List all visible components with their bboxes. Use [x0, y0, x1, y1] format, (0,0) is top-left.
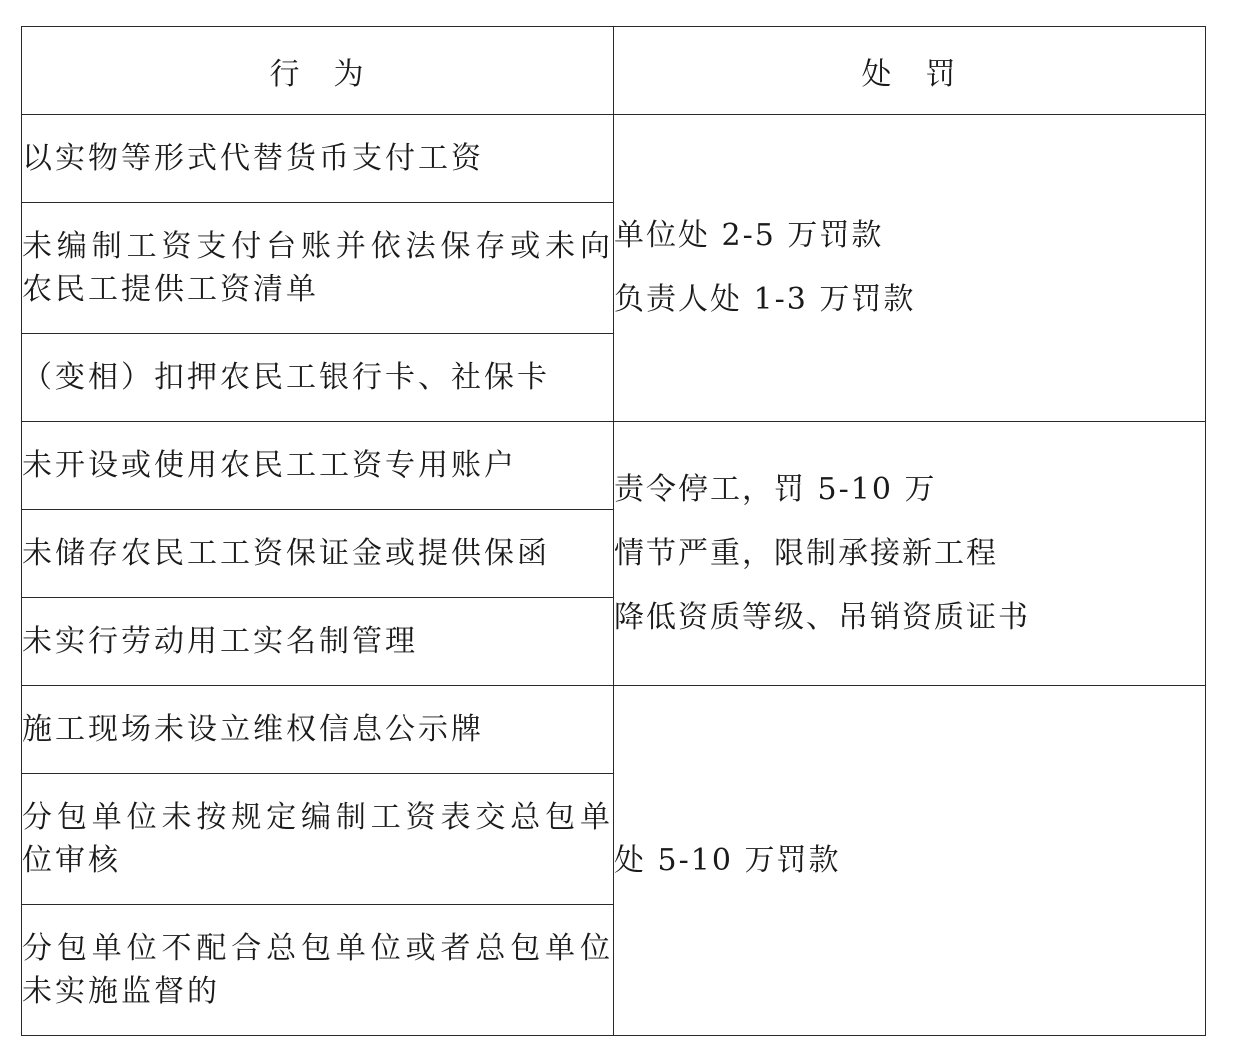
penalty-line: 单位处 2-5 万罚款: [614, 218, 884, 253]
penalty-line: 责令停工，罚 5-10 万: [614, 471, 937, 507]
behavior-cell: 未储存农民工工资保证金或提供保函: [22, 510, 614, 598]
penalty-line: 处 5-10 万罚款: [614, 842, 841, 878]
header-row: [22, 27, 1206, 115]
penalty-table: [21, 26, 1206, 1036]
behavior-cell: 施工现场未设立维权信息公示牌: [22, 686, 614, 774]
table-row: [22, 686, 1206, 774]
penalty-cell: [614, 115, 1206, 422]
behavior-cell: 分包单位未按规定编制工资表交总包单位审核: [22, 774, 614, 905]
penalty-line: 情节严重，限制承接新工程: [614, 535, 998, 571]
penalty-cell: [614, 422, 1206, 686]
penalty-cell: [614, 686, 1206, 1036]
penalty-line: 负责人处 1-3 万罚款: [614, 282, 916, 317]
table-row: [22, 422, 1206, 510]
penalty-line: 降低资质等级、吊销资质证书: [614, 599, 1030, 635]
behavior-cell: （变相）扣押农民工银行卡、社保卡: [22, 334, 614, 422]
behavior-column-header: 行 为: [22, 27, 614, 115]
behavior-cell: 未实行劳动用工实名制管理: [22, 598, 614, 686]
table-row: [22, 115, 1206, 203]
penalty-column-header: 处 罚: [614, 27, 1206, 115]
behavior-cell: 以实物等形式代替货币支付工资: [22, 115, 614, 203]
behavior-cell: 未编制工资支付台账并依法保存或未向农民工提供工资清单: [22, 203, 614, 334]
behavior-cell: 未开设或使用农民工工资专用账户: [22, 422, 614, 510]
behavior-cell: 分包单位不配合总包单位或者总包单位未实施监督的: [22, 905, 614, 1036]
